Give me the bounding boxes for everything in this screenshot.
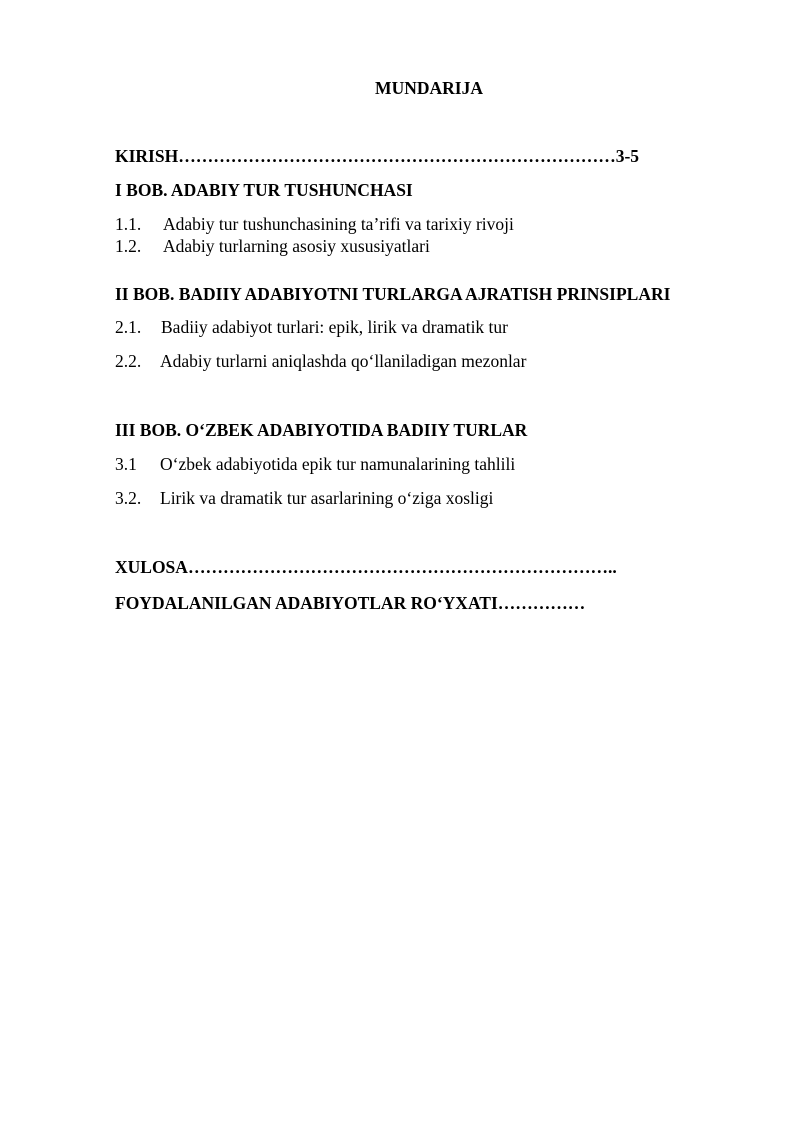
toc-intro-dots: ………………………………………………………………… [178, 146, 616, 166]
toc-entry-intro [115, 146, 639, 166]
toc-item-2-2 [115, 351, 526, 371]
toc-item-number: 2.2. [115, 351, 142, 371]
toc-item-number: 3.2. [115, 488, 142, 508]
toc-item-number: 3.1 [115, 454, 137, 474]
toc-intro-label: KIRISH [115, 146, 179, 166]
toc-item-number: 1.2. [115, 236, 142, 256]
toc-item-1-1 [115, 214, 514, 234]
toc-item-2-1 [115, 317, 508, 337]
toc-item-1-2 [115, 236, 430, 256]
toc-item-text: Lirik va dramatik tur asarlarining o‘ziga xosligi [160, 488, 494, 508]
toc-item-number: 2.1. [115, 317, 142, 337]
toc-item-text: O‘zbek adabiyotida epik tur namunalarining tahlili [160, 454, 516, 474]
toc-item-3-1 [115, 454, 515, 474]
chapter-2-heading: II BOB. BADIIY ADABIYOTNI TURLARGA AJRATISH PRINSIPLARI [115, 284, 671, 304]
chapter-1-heading: I BOB. ADABIY TUR TUSHUNCHASI [115, 180, 413, 200]
toc-references-dots: …………… [497, 593, 586, 613]
toc-item-number: 1.1. [115, 214, 142, 234]
toc-conclusion-dots: ……………………………………………………………….. [187, 557, 617, 577]
toc-entry-conclusion [115, 557, 617, 577]
toc-intro-pages: 3-5 [615, 146, 640, 166]
toc-item-text: Badiiy adabiyot turlari: epik, lirik va dramatik tur [161, 317, 508, 337]
page-title: MUNDARIJA [375, 78, 483, 98]
toc-item-text: Adabiy turlarni aniqlashda qo‘llaniladigan mezonlar [160, 351, 527, 371]
toc-entry-references [115, 593, 585, 613]
toc-references-label: FOYDALANILGAN ADABIYOTLAR RO‘YXATI [115, 593, 498, 613]
toc-item-text: Adabiy turlarning asosiy xususiyatlari [163, 236, 430, 256]
toc-item-text: Adabiy tur tushunchasining ta’rifi va tarixiy rivoji [163, 214, 514, 234]
chapter-3-heading: III BOB. O‘ZBEK ADABIYOTIDA BADIIY TURLAR [115, 420, 528, 440]
toc-conclusion-label: XULOSA [115, 557, 188, 577]
toc-item-3-2 [115, 488, 493, 508]
